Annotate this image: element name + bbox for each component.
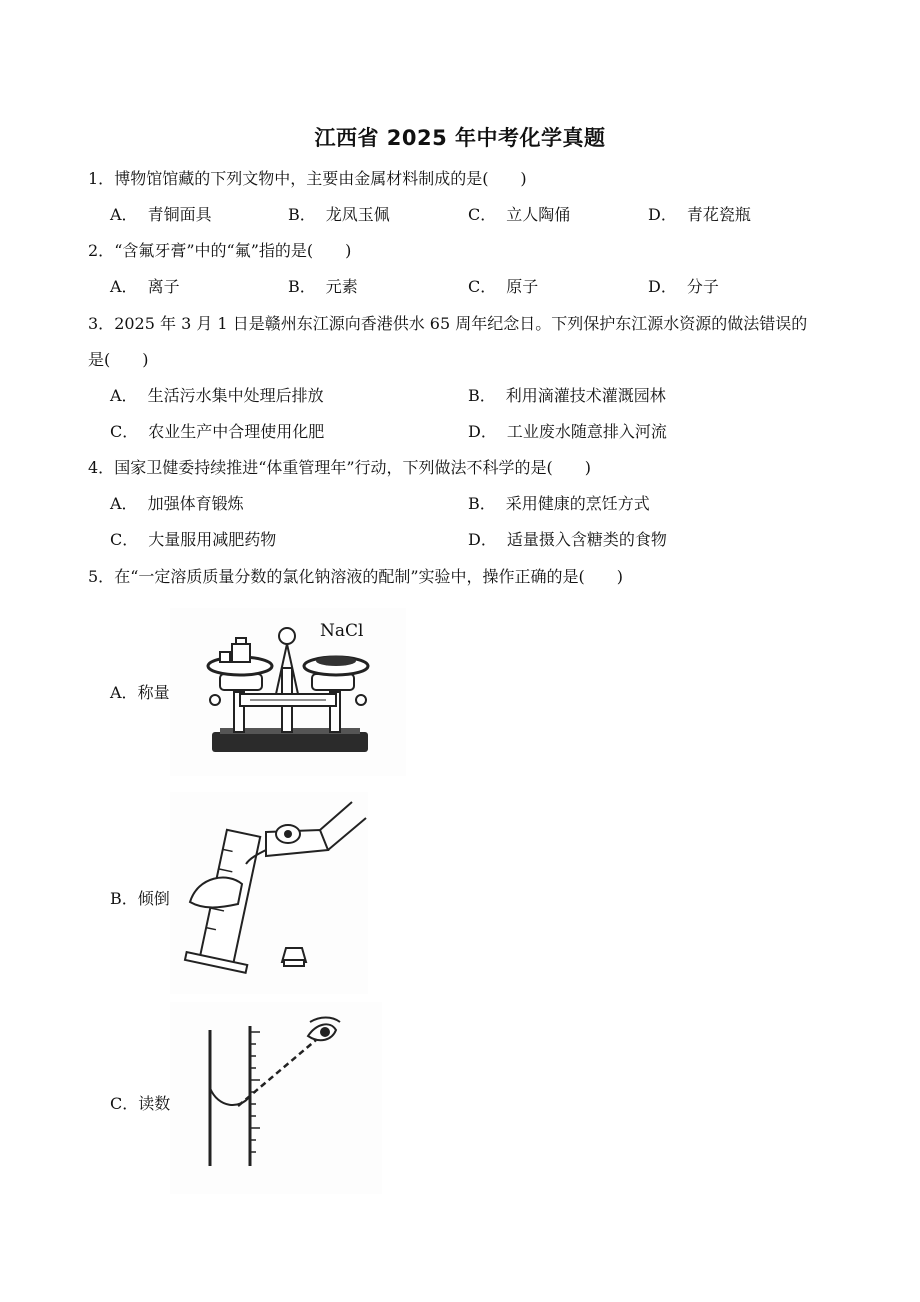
question-text: 2025 年 3 月 1 日是赣州东江源向香港供水 65 周年纪念日。下列保护东江源水资源的做法错误的 (114, 314, 808, 333)
option-text: 农业生产中合理使用化肥 (148, 422, 325, 441)
page-title: 江西省 2025 年中考化学真题 (314, 126, 606, 150)
option-letter: A． (110, 205, 138, 224)
option-text: 称量 (137, 683, 170, 702)
option-text: 适量摄入含糖类的食物 (506, 530, 667, 549)
q4-option-c[interactable] (110, 529, 276, 551)
option-letter: D． (648, 277, 677, 296)
option-letter: A． (110, 277, 138, 296)
option-letter: B． (288, 277, 316, 296)
option-letter: A． (110, 683, 138, 702)
option-text: 立人陶俑 (506, 205, 571, 224)
q3-option-a[interactable] (110, 385, 324, 407)
option-text: 龙凤玉佩 (325, 205, 390, 224)
option-text: 青铜面具 (147, 205, 212, 224)
option-letter: B． (288, 205, 316, 224)
question-text: “含氟牙膏”中的“氟”指的是( ) (114, 241, 352, 260)
question-number: 3． (88, 314, 115, 333)
balance-base (212, 732, 368, 752)
reading-figure (170, 1002, 382, 1194)
q5-option-c[interactable] (110, 1091, 170, 1114)
q1-option-c[interactable] (468, 204, 570, 226)
pouring-figure (170, 792, 368, 994)
weight-icon (232, 644, 250, 662)
q4-option-b[interactable] (468, 493, 650, 515)
q5-option-b[interactable] (110, 886, 170, 909)
question-1-stem (88, 168, 527, 190)
option-letter: C． (110, 1094, 139, 1113)
nacl-label: NaCl (320, 621, 364, 641)
option-text: 原子 (506, 277, 539, 296)
question-2-stem (88, 240, 351, 262)
q3-option-d[interactable] (468, 421, 667, 443)
salt-pile (316, 656, 356, 666)
option-text: 大量服用减肥药物 (148, 530, 277, 549)
q1-option-b[interactable] (288, 204, 390, 226)
question-text: 国家卫健委持续推进“体重管理年”行动，下列做法不科学的是( ) (114, 458, 592, 477)
question-number: 2． (88, 241, 115, 260)
question-3-stem (88, 313, 807, 335)
option-text: 生活污水集中处理后排放 (147, 386, 324, 405)
q2-option-d[interactable] (648, 276, 719, 298)
option-letter: A． (110, 494, 138, 513)
option-text: 加强体育锻炼 (147, 494, 244, 513)
q2-option-a[interactable] (110, 276, 180, 298)
option-letter: C． (468, 205, 497, 224)
option-letter: D． (648, 205, 677, 224)
option-letter: C． (468, 277, 497, 296)
option-text: 元素 (325, 277, 358, 296)
q1-option-a[interactable] (110, 204, 212, 226)
option-text: 离子 (147, 277, 180, 296)
question-4-stem (88, 457, 591, 479)
option-text: 倾倒 (137, 889, 170, 908)
option-letter: D． (468, 422, 497, 441)
q5-option-a[interactable] (110, 680, 170, 703)
option-text: 读数 (138, 1094, 171, 1113)
option-letter: A． (110, 386, 138, 405)
option-text: 青花瓷瓶 (686, 205, 751, 224)
option-letter: C． (110, 530, 139, 549)
q3-option-b[interactable] (468, 385, 666, 407)
q1-option-d[interactable] (648, 204, 751, 226)
option-letter: B． (110, 889, 138, 908)
option-letter: B． (468, 494, 496, 513)
question-text: 博物馆馆藏的下列文物中，主要由金属材料制成的是( ) (114, 169, 527, 188)
q2-option-b[interactable] (288, 276, 358, 298)
option-text: 采用健康的烹饪方式 (505, 494, 650, 513)
option-letter: C． (110, 422, 139, 441)
option-letter: D． (468, 530, 497, 549)
option-text: 分子 (686, 277, 719, 296)
option-text: 利用滴灌技术灌溉园林 (505, 386, 666, 405)
question-3-stem-continued: 是( ) (88, 350, 149, 369)
q4-option-d[interactable] (468, 529, 667, 551)
option-letter: B． (468, 386, 496, 405)
question-number: 1． (88, 169, 115, 188)
balance-weighing-figure (170, 608, 406, 776)
q4-option-a[interactable] (110, 493, 244, 515)
question-number: 5． (88, 567, 115, 586)
q2-option-c[interactable] (468, 276, 538, 298)
question-text: 在“一定溶质质量分数的氯化钠溶液的配制”实验中，操作正确的是( ) (114, 567, 624, 586)
question-number: 4． (88, 458, 115, 477)
question-5-stem (88, 566, 623, 588)
q3-option-c[interactable] (110, 421, 324, 443)
option-text: 工业废水随意排入河流 (506, 422, 667, 441)
